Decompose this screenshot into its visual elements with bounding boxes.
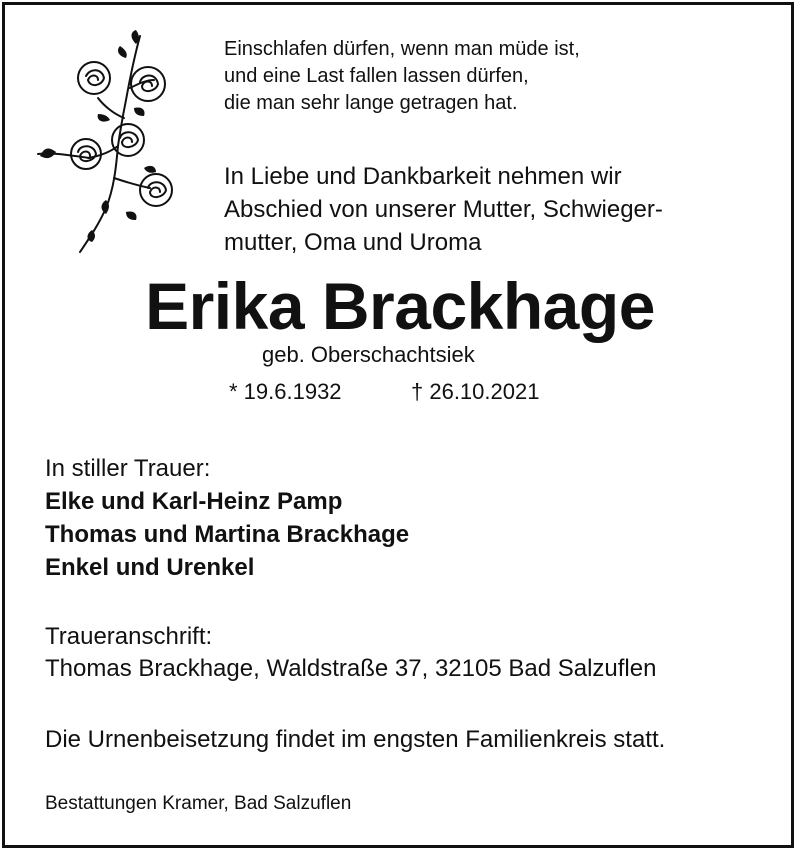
poem-line: und eine Last fallen lassen dürfen, <box>224 65 529 87</box>
intro-line: mutter, Oma und Uroma <box>224 229 482 256</box>
birth-date: * 19.6.1932 <box>229 379 342 404</box>
death-date: † 26.10.2021 <box>411 379 540 404</box>
burial-notice: Die Urnenbeisetzung findet im engsten Familienkreis statt. <box>45 726 666 753</box>
mourner-name: Elke und Karl-Heinz Pamp <box>45 488 343 515</box>
mourner-name: Enkel und Urenkel <box>45 554 255 581</box>
poem-line: Einschlafen dürfen, wenn man müde ist, <box>224 38 580 60</box>
poem-line: die man sehr lange getragen hat. <box>224 92 518 114</box>
life-dates <box>229 377 539 407</box>
mourners-heading: In stiller Trauer: <box>45 455 211 482</box>
roses-icon <box>30 28 180 258</box>
address-heading: Traueranschrift: <box>45 623 213 650</box>
intro-line: In Liebe und Dankbarkeit nehmen wir <box>224 163 622 190</box>
mourning-address <box>45 621 656 685</box>
mourners <box>45 452 409 584</box>
deceased-name: Erika Brackhage <box>145 269 655 343</box>
intro-text <box>224 160 663 259</box>
address-line: Thomas Brackhage, Waldstraße 37, 32105 Bad Salzuflen <box>45 655 657 682</box>
undertaker: Bestattungen Kramer, Bad Salzuflen <box>45 793 352 814</box>
mourner-name: Thomas und Martina Brackhage <box>45 521 410 548</box>
maiden-name: geb. Oberschachtsiek <box>262 342 475 367</box>
poem <box>224 36 580 117</box>
intro-line: Abschied von unserer Mutter, Schwieger- <box>224 196 663 223</box>
